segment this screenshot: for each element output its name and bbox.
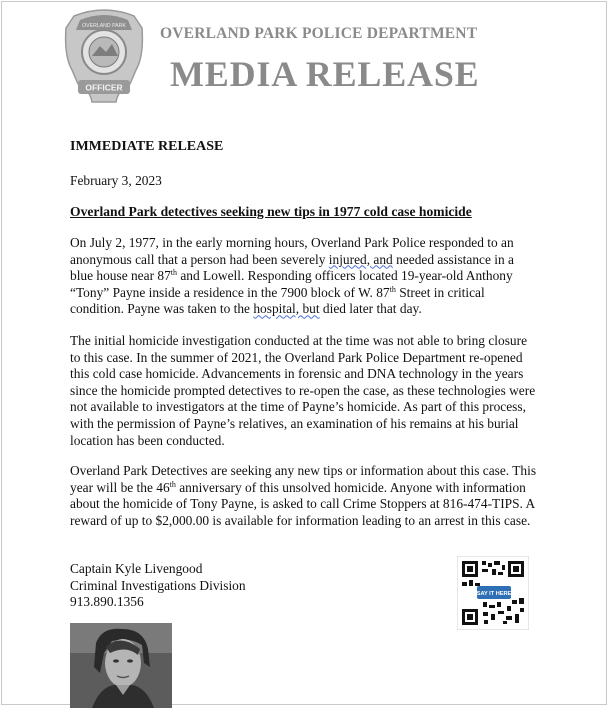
paragraph-3: Overland Park Detectives are seeking any new tips or information about this case. This year will be the 46th anniversary of this unsolved homicide. Anyone with information about the homicide of Tony Payne, is asked to call Crime Stoppers at 816-474-TIPS. A reward of up to $2,000.00 is available for information leading to an arrest in this case. [70, 463, 537, 528]
signature-name: Captain Kyle Livengood [70, 561, 203, 576]
spellcheck-underline: hospital, but [253, 301, 320, 317]
signature-phone: 913.890.1356 [70, 594, 144, 609]
victim-photo [70, 623, 172, 708]
release-type: IMMEDIATE RELEASE [70, 139, 224, 154]
headline: Overland Park detectives seeking new tips in 1977 cold case homicide [70, 204, 472, 219]
spellcheck-underline: injured, and [328, 251, 393, 267]
signature-division: Criminal Investigations Division [70, 577, 246, 593]
qr-label: SAY IT HERE [476, 591, 512, 597]
svg-text:OVERLAND PARK: OVERLAND PARK [82, 23, 126, 29]
svg-text:OFFICER: OFFICER [85, 82, 123, 93]
paragraph-2: The initial homicide investigation conducted at the time was not able to bring closure to this case. In the summer of 2021, the Overland Park Police Department re-opened this cold case homicide. Advancements in forensic and DNA technology in the years since the homicide prompted detectives to re-open the case, as these technologies were not available to investigators at the time of Payne’s homicide. As part of this process, with the permission of Payne’s relatives, an examination of his remains at his burial location has been conducted. [70, 333, 536, 448]
police-badge-logo [60, 6, 148, 104]
release-date: February 3, 2023 [70, 173, 162, 188]
crime-stoppers-qr-code[interactable] [457, 556, 529, 630]
paragraph-1: On July 2, 1977, in the early morning hours, Overland Park Police responded to an anonymous call that a person had been severely injured, and needed assistance in a blue house near 87th and Lowell. Responding officers located 19-year-old Anthony “Tony” Payne inside a residence in the 7900 block of W. 87th Street in critical condition. Payne was taken to the hospital, but died later that day. [70, 235, 514, 317]
department-name: OVERLAND PARK POLICE DEPARTMENT [160, 25, 478, 42]
media-release-title: MEDIA RELEASE [170, 54, 480, 94]
